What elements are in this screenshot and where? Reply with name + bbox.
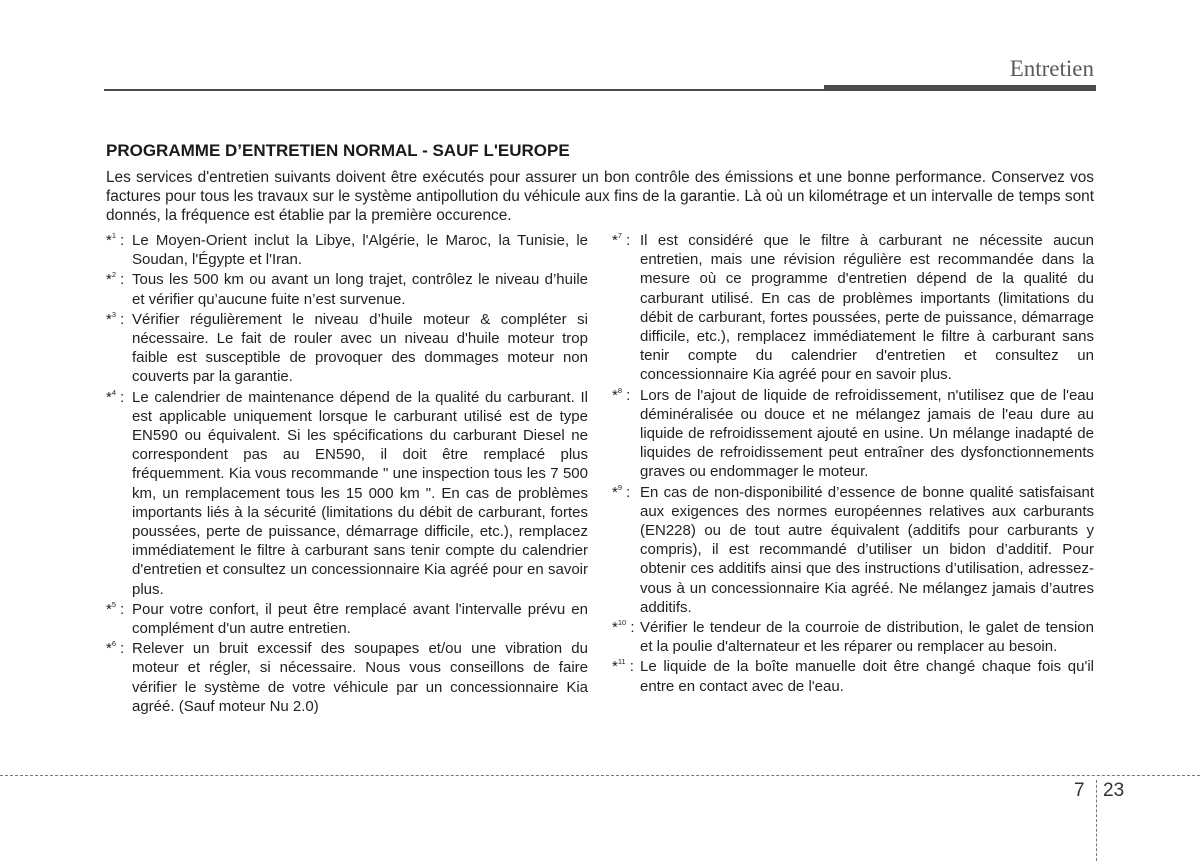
page-title: PROGRAMME D’ENTRETIEN NORMAL - SAUF L'EUROPE xyxy=(106,141,570,160)
footnote-text: Relever un bruit excessif des soupapes et/ou une vibration du moteur et régler, si nécessaire. Nous vous conseillons de faire vérifier le système de votre véhicule par un concessionnaire Kia agréé. (Sauf moteur Nu 2.0) xyxy=(132,640,588,715)
footnote-marker: *$^{11}$ : xyxy=(612,657,634,676)
chapter-number: 7 xyxy=(1074,780,1085,801)
header-rule-accent xyxy=(824,85,1096,91)
footnote-number: 11 xyxy=(617,657,626,667)
footnote-marker: *$^3$ : xyxy=(106,309,125,328)
footnote-marker: *$^1$ : xyxy=(106,231,125,249)
footnote-text: En cas de non-disponibilité d’essence de bonne qualité satisfaisant aux exigences des normes européennes relatives aux carburants (EN228) ou de tout autre équivalent (additifs pour carburants y compris), il est recommandé d’utiliser un bidon d’additif. Pour obtenir ces additifs ainsi que des instructions d’utilisation, adressez-vous à un concessionnaire Kia agréé. Ne mélangez jamais d’autres additifs. xyxy=(640,483,1094,616)
footnote-number: 2 xyxy=(111,270,117,280)
section-title: Entretien xyxy=(1009,56,1094,81)
footnote-marker: *$^5$ : xyxy=(106,599,125,618)
footnote-number: 5 xyxy=(111,599,117,609)
page-number: 23 xyxy=(1103,780,1125,801)
footnote-text: Le calendrier de maintenance dépend de la qualité du carburant. Il est applicable uniquement lorsque le carburant utilisé est de type EN590 ou équivalent. Si les spécifications du carburant Diesel ne correspondent pas au EN590, il doit être remplacé plus fréquemment. Kia vous recommande " une inspection tous les 7 500 km, un remplacement tous les 15 000 km ". En cas de problèmes importants liés à la sécurité (limitations du débit de carburant, fortes poussées, perte de puissance, démarrage difficile, etc.), remplacez immédiatement le filtre à carburant sans tenir compte du calendrier d'entretien et consultez un concessionnaire Kia agréé pour en savoir plus. xyxy=(132,388,588,598)
footnote-marker: *$^6$ : xyxy=(106,639,125,658)
footnote-text: Pour votre confort, il peut être remplacé avant l'intervalle prévu en complément d'un autre entretien. xyxy=(132,600,588,638)
footnote-number: 7 xyxy=(617,231,623,240)
footnote-item xyxy=(106,231,588,269)
footnote-item xyxy=(612,386,1094,482)
intro-paragraph: Les services d'entretien suivants doivent être exécutés pour assurer un bon contrôle des émissions et une bonne performance. Conservez vos factures pour tous les travaux sur le système antipollution du véhicule aux fins de la garantie. Là où un kilométrage et un intervalle de temps sont donnés, la fréquence est établie par la première occurence. xyxy=(106,169,1094,224)
footnote-number: 1 xyxy=(111,231,117,240)
footnote-text: Le Moyen-Orient inclut la Libye, l'Algérie, le Maroc, la Tunisie, le Soudan, l'Égypte et l'Iran. xyxy=(132,232,588,269)
footnote-item xyxy=(612,657,1094,695)
footnote-text: Vérifier le tendeur de la courroie de distribution, le galet de tension et la poulie d'alternateur et les réparer ou remplacer au besoin. xyxy=(640,619,1094,656)
footnote-number: 8 xyxy=(617,385,623,395)
footnote-marker: *$^9$ : xyxy=(612,482,631,501)
footnote-marker: *$^{10}$ : xyxy=(612,618,635,637)
footnote-marker: *$^8$ : xyxy=(612,385,631,404)
footnote-item xyxy=(612,231,1094,385)
footnote-item xyxy=(612,483,1094,617)
footer-divider xyxy=(0,775,1200,776)
footnote-item xyxy=(106,600,588,638)
notes-left-column xyxy=(106,231,588,716)
footnote-text: Vérifier régulièrement le niveau d’huile moteur & compléter si nécessaire. Le fait de rouler avec un niveau d'huile moteur trop faible est susceptible de provoquer des dommages moteur non couverts par la garantie. xyxy=(132,310,588,386)
footnote-item xyxy=(106,310,588,387)
footnote-item xyxy=(612,618,1094,656)
footnote-text: Tous les 500 km ou avant un long trajet, contrôlez le niveau d’huile et vérifier qu’aucune fuite n’est survenue. xyxy=(132,271,588,308)
footnote-text: Le liquide de la boîte manuelle doit être changé chaque fois qu'il entre en contact avec de l'eau. xyxy=(640,658,1094,695)
footnote-number: 3 xyxy=(111,309,117,319)
footnote-marker: *$^4$ : xyxy=(106,387,125,406)
footnote-item xyxy=(106,388,588,599)
footnote-marker: *$^7$ : xyxy=(612,231,631,249)
footnote-text: Lors de l'ajout de liquide de refroidissement, n'utilisez que de l'eau déminéralisée ou douce et ne mélangez jamais de l'eau dure au liquide de refroidissement ajouté en usine. Un mélange inadapté de liquides de refroidissement peut entraîner des dysfonctionnements graves ou endommager le moteur. xyxy=(640,386,1094,481)
footnote-text: Il est considéré que le filtre à carburant ne nécessite aucun entretien, mais une révision régulière est recommandée dans la mesure où ce programme d'entretien dépend de la qualité du carburant utilisé. En cas de problèmes importants (limitations du débit de carburant, fortes poussées, perte de puissance, démarrage difficile, etc.), remplacez immédiatement le filtre à carburant sans tenir compte du calendrier d'entretien et consultez un concessionnaire Kia agréé pour en savoir plus. xyxy=(640,232,1094,384)
footnote-number: 4 xyxy=(111,387,117,397)
footnote-marker: *$^2$ : xyxy=(106,270,125,289)
footnote-number: 6 xyxy=(111,639,117,649)
footnote-number: 9 xyxy=(617,482,623,492)
footnote-item xyxy=(106,639,588,716)
page-number-divider xyxy=(1096,780,1097,861)
footnote-item xyxy=(106,270,588,308)
notes-right-column xyxy=(612,231,1094,696)
footnote-number: 10 xyxy=(617,618,627,628)
